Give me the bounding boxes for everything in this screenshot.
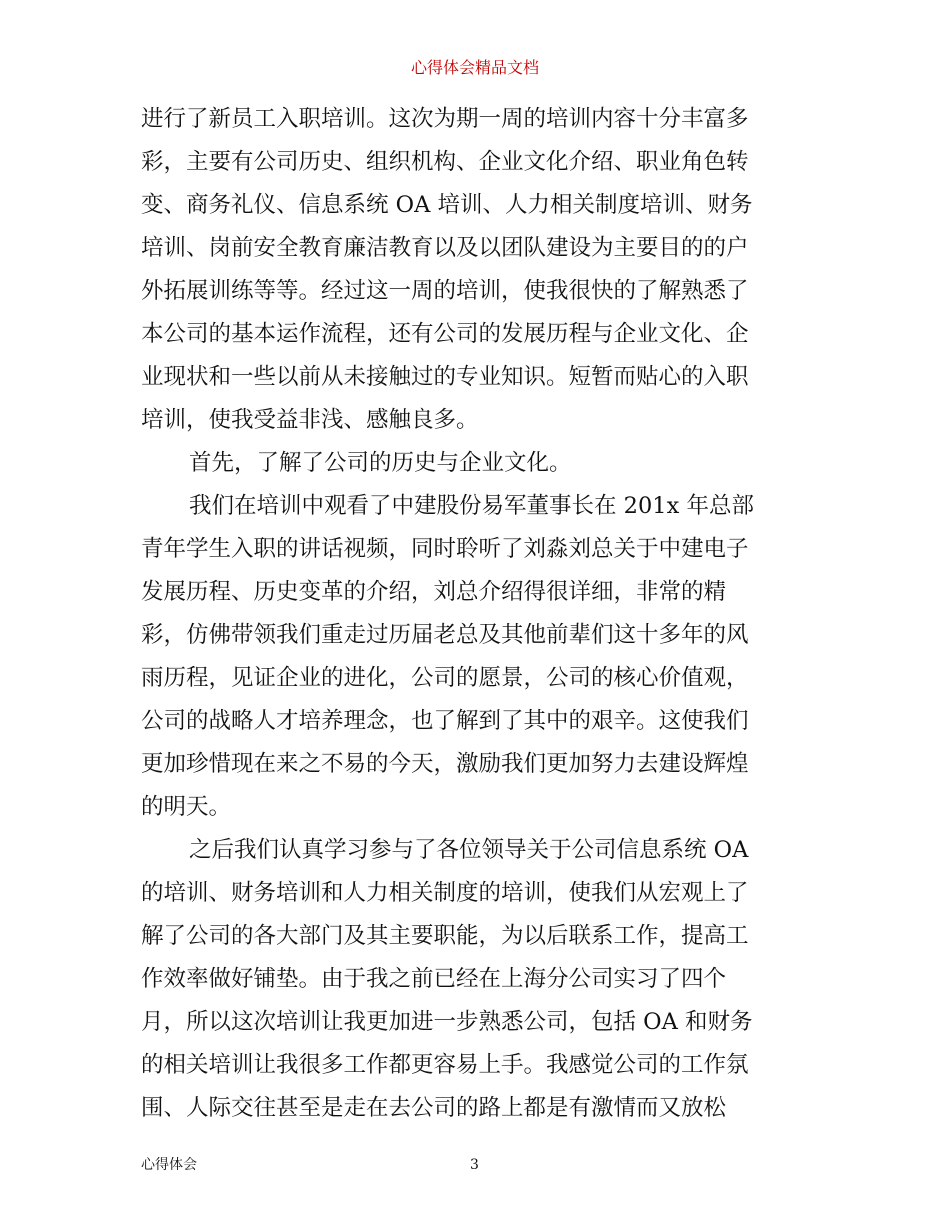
body-line: 的相关培训让我很多工作都更容易上手。我感觉公司的工作氛 <box>141 1052 749 1078</box>
body-line: 本公司的基本运作流程，还有公司的发展历程与企业文化、企 <box>141 321 749 347</box>
body-line: 外拓展训练等等。经过这一周的培训，使我很快的了解熟悉了 <box>141 278 749 304</box>
footer-label: 心得体会 <box>141 1157 197 1173</box>
body-line: 培训，使我受益非浅、感触良多。 <box>141 407 479 433</box>
body-line-section-heading: 首先，了解了公司的历史与企业文化。 <box>189 450 572 476</box>
body-line: 进行了新员工入职培训。这次为期一周的培训内容十分丰富多 <box>141 106 749 132</box>
body-line: 培训、岗前安全教育廉洁教育以及以团队建设为主要目的的户 <box>141 235 749 261</box>
body-line: 彩，仿佛带领我们重走过历届老总及其他前辈们这十多年的风 <box>141 622 749 648</box>
body-line: 青年学生入职的讲话视频，同时聆听了刘淼刘总关于中建电子 <box>141 536 749 562</box>
body-line: 的培训、财务培训和人力相关制度的培训，使我们从宏观上了 <box>141 880 749 906</box>
body-line: 围、人际交往甚至是走在去公司的路上都是有激情而又放松 <box>141 1095 727 1121</box>
body-line: 彩，主要有公司历史、组织机构、企业文化介绍、职业角色转 <box>141 149 749 175</box>
body-line: 业现状和一些以前从未接触过的专业知识。短暂而贴心的入职 <box>141 364 749 390</box>
document-body <box>141 98 813 1130</box>
body-line-paragraph-start: 我们在培训中观看了中建股份易军董事长在 201x 年总部 <box>189 493 754 519</box>
body-line: 月，所以这次培训让我更加进一步熟悉公司，包括 OA 和财务 <box>141 1009 753 1035</box>
body-line: 的明天。 <box>141 794 232 820</box>
document-header-title: 心得体会精品文档 <box>410 58 539 77</box>
body-line: 解了公司的各大部门及其主要职能，为以后联系工作，提高工 <box>141 923 749 949</box>
body-line: 公司的战略人才培养理念，也了解到了其中的艰辛。这使我们 <box>141 708 749 734</box>
body-line: 更加珍惜现在来之不易的今天，激励我们更加努力去建设辉煌 <box>141 751 749 777</box>
body-line: 雨历程，见证企业的进化，公司的愿景，公司的核心价值观， <box>141 665 749 691</box>
body-line: 变、商务礼仪、信息系统 OA 培训、人力相关制度培训、财务 <box>141 192 753 218</box>
body-line: 作效率做好铺垫。由于我之前已经在上海分公司实习了四个 <box>141 966 727 992</box>
page-number: 3 <box>470 1157 479 1173</box>
body-line: 发展历程、历史变革的介绍，刘总介绍得很详细，非常的精 <box>141 579 727 605</box>
body-line-paragraph-start: 之后我们认真学习参与了各位领导关于公司信息系统 OA <box>189 837 749 863</box>
